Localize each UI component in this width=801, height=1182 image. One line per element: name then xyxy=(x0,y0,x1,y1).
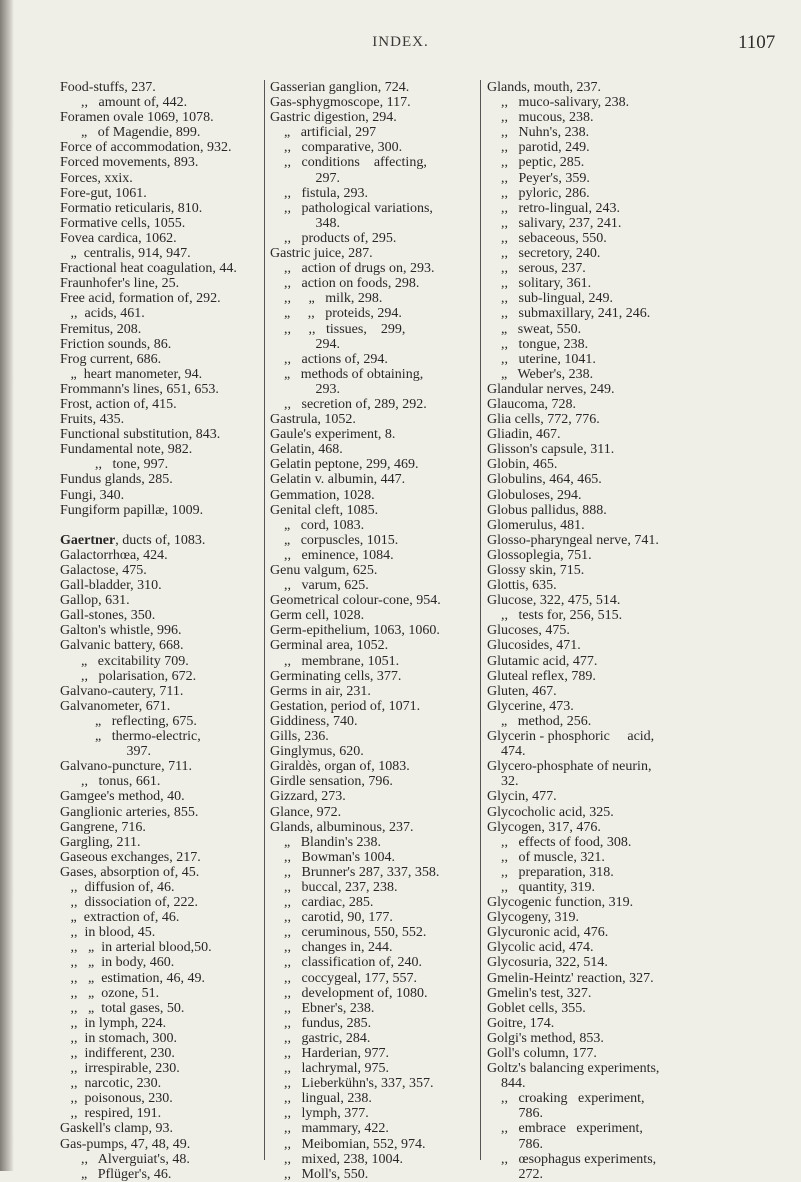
index-entry: Gas-pumps, 47, 48, 49. xyxy=(60,1136,191,1152)
index-entry: Gastric digestion, 294. xyxy=(270,110,397,126)
index-entry: Gluteal reflex, 789. xyxy=(487,668,596,684)
index-entry: Galvano-cautery, 711. xyxy=(60,683,184,699)
index-entry: ,, of muscle, 321. xyxy=(487,849,605,865)
index-entry: ,, narcotic, 230. xyxy=(60,1076,162,1092)
index-entry: ,, respired, 191. xyxy=(60,1106,162,1122)
index-entry: Fore-gut, 1061. xyxy=(60,185,147,201)
index-entry: Glycerin - phosphoric acid, xyxy=(487,729,655,745)
index-entry: Glandular nerves, 249. xyxy=(487,381,615,397)
index-entry: ,, buccal, 237, 238. xyxy=(270,879,398,895)
index-entry: „ corpuscles, 1015. xyxy=(270,532,399,548)
index-entry: ,, serous, 237. xyxy=(487,261,586,277)
index-entry: ,, lachrymal, 975. xyxy=(270,1061,389,1077)
index-entry: Glossoplegia, 751. xyxy=(487,547,592,563)
index-entry: Glycosuria, 322, 514. xyxy=(487,955,608,971)
index-entry: Gallop, 631. xyxy=(60,593,130,609)
index-entry: „ centralis, 914, 947. xyxy=(60,246,191,262)
index-entry: Gaseous exchanges, 217. xyxy=(60,849,201,865)
index-entry: ,, solitary, 361. xyxy=(487,276,592,292)
index-entry: Fraunhofer's line, 25. xyxy=(60,276,180,292)
index-entry: ,, submaxillary, 241, 246. xyxy=(487,306,651,322)
index-entry: Gestation, period of, 1071. xyxy=(270,698,421,714)
index-entry: ,, peptic, 285. xyxy=(487,155,585,171)
index-entry: Giddiness, 740. xyxy=(270,713,358,729)
index-entry: Glutamic acid, 477. xyxy=(487,653,598,669)
index-entry: Forces, xxix. xyxy=(60,170,133,186)
index-entry: Fovea cardica, 1062. xyxy=(60,230,177,246)
index-entry: Gargling, 211. xyxy=(60,834,141,850)
index-entry: Girdle sensation, 796. xyxy=(270,774,393,790)
index-entry: „ Blandin's 238. xyxy=(270,834,382,850)
index-entry: Gelatin v. albumin, 447. xyxy=(270,472,406,488)
index-entry: „ excitability 709. xyxy=(60,653,189,669)
index-entry: Glomerulus, 481. xyxy=(487,517,585,533)
index-entry: Genital cleft, 1085. xyxy=(270,502,379,518)
index-entry: Glycogen, 317, 476. xyxy=(487,819,601,835)
index-entry: ,, Ebner's, 238. xyxy=(270,1000,375,1016)
index-entry: Force of accommodation, 932. xyxy=(60,140,232,156)
index-entry: ,, „ estimation, 46, 49. xyxy=(60,970,206,986)
index-entry: Glycogeny, 319. xyxy=(487,910,580,926)
index-entry: ,, sub-lingual, 249. xyxy=(487,291,613,307)
index-entry: ,, acids, 461. xyxy=(60,306,145,322)
index-entry: 786. xyxy=(487,1136,543,1152)
index-entry: Glucosides, 471. xyxy=(487,638,581,654)
index-entry: 786. xyxy=(487,1106,543,1122)
index-entry: ,, comparative, 300. xyxy=(270,140,403,156)
index-entry: „ heart manometer, 94. xyxy=(60,366,203,382)
index-entry: Giraldès, organ of, 1083. xyxy=(270,759,410,775)
index-entry: Free acid, formation of, 292. xyxy=(60,291,221,307)
index-entry: ,, Nuhn's, 238. xyxy=(487,125,590,141)
index-entry: Fundamental note, 982. xyxy=(60,442,193,458)
book-spine-shadow xyxy=(0,0,14,1171)
index-entry: Golgi's method, 853. xyxy=(487,1030,604,1046)
index-entry: ,, mucous, 238. xyxy=(487,110,594,126)
index-entry: ,, secretory, 240. xyxy=(487,246,601,262)
index-entry: Gaule's experiment, 8. xyxy=(270,427,396,443)
index-entry: Gastric juice, 287. xyxy=(270,246,373,262)
index-entry: Glycin, 477. xyxy=(487,789,557,805)
index-entry: Goll's column, 177. xyxy=(487,1046,597,1061)
index-entry: Glaucoma, 728. xyxy=(487,396,577,412)
index-entry: Fungi, 340. xyxy=(60,487,125,503)
index-entry: Gall-bladder, 310. xyxy=(60,578,162,594)
index-entry: Glossy skin, 715. xyxy=(487,563,585,578)
index-entry: ,, action on foods, 298. xyxy=(270,276,420,292)
index-entry: Gmelin-Heintz' reaction, 327. xyxy=(487,970,654,986)
index-entry: Galactose, 475. xyxy=(60,563,147,578)
index-entry: ,, preparation, 318. xyxy=(487,864,614,880)
index-entry: Glosso-pharyngeal nerve, 741. xyxy=(487,532,659,548)
index-entry: Fundus glands, 285. xyxy=(60,472,173,488)
column-divider xyxy=(480,80,481,1160)
index-entry: Gangrene, 716. xyxy=(60,819,146,835)
index-entry: ,, carotid, 90, 177. xyxy=(270,910,393,926)
index-entry: ,, products of, 295. xyxy=(270,230,397,246)
index-entry: ,, tone, 997. xyxy=(60,457,169,473)
index-entry: ,, conditions affecting, xyxy=(270,155,427,171)
index-entry: Gaskell's clamp, 93. xyxy=(60,1121,173,1137)
index-entry: Functional substitution, 843. xyxy=(60,427,221,443)
index-entry: ,, salivary, 237, 241. xyxy=(487,215,622,231)
index-entry: Glia cells, 772, 776. xyxy=(487,412,600,428)
index-entry: Formatio reticularis, 810. xyxy=(60,200,203,216)
index-entry: „ Pflüger's, 46. xyxy=(60,1166,172,1182)
index-column-right xyxy=(487,80,757,1182)
index-entry: Germs in air, 231. xyxy=(270,683,371,699)
index-entry: ,, ,, tissues, 299, xyxy=(270,321,406,337)
index-entry: ,, gastric, 284. xyxy=(270,1030,371,1046)
index-entry: Glycuronic acid, 476. xyxy=(487,925,609,941)
index-entry: ,, tests for, 256, 515. xyxy=(487,608,623,624)
index-entry: ,, Brunner's 287, 337, 358. xyxy=(270,864,440,880)
index-entry: ,, changes in, 244. xyxy=(270,940,393,956)
index-entry: „ method, 256. xyxy=(487,713,592,729)
index-entry: „ cord, 1083. xyxy=(270,517,365,533)
index-entry: Food-stuffs, 237. xyxy=(60,80,156,95)
index-entry: 293. xyxy=(270,381,340,397)
index-entry: Glisson's capsule, 311. xyxy=(487,442,615,458)
index-entry: ,, sebaceous, 550. xyxy=(487,230,607,246)
index-entry: „ ,, proteids, 294. xyxy=(270,306,402,322)
index-entry: 32. xyxy=(487,774,519,790)
index-entry: ,, lingual, 238. xyxy=(270,1091,372,1107)
index-entry: Gluten, 467. xyxy=(487,683,557,699)
index-entry: ,, „ ozone, 51. xyxy=(60,985,160,1001)
index-entry: 474. xyxy=(487,744,526,760)
index-column-middle xyxy=(270,80,475,1182)
index-entry: ,, ceruminous, 550, 552. xyxy=(270,925,427,941)
index-entry: ,, diffusion of, 46. xyxy=(60,879,175,895)
index-entry: ,, tonus, 661. xyxy=(60,774,161,790)
index-entry: Gases, absorption of, 45. xyxy=(60,864,200,880)
index-entry: ,, pyloric, 286. xyxy=(487,185,590,201)
index-entry: ,, Bowman's 1004. xyxy=(270,849,396,865)
index-entry: ,, Moll's, 550. xyxy=(270,1166,369,1182)
index-entry: Friction sounds, 86. xyxy=(60,336,172,352)
index-entry: ,, quantity, 319. xyxy=(487,879,595,895)
index-entry: ,, varum, 625. xyxy=(270,578,369,594)
index-entry: Glycogenic function, 319. xyxy=(487,895,634,911)
index-entry: Ginglymus, 620. xyxy=(270,744,364,760)
index-entry: ,, croaking experiment, xyxy=(487,1091,645,1107)
index-entry: Frost, action of, 415. xyxy=(60,396,177,412)
index-column-left xyxy=(60,80,260,1182)
index-entry: Gall-stones, 350. xyxy=(60,608,156,624)
index-entry: ,, eminence, 1084. xyxy=(270,547,394,563)
index-entry: Glottis, 635. xyxy=(487,578,557,594)
index-entry: Germinal area, 1052. xyxy=(270,638,389,654)
index-entry: Forced movements, 893. xyxy=(60,155,199,171)
index-entry: 844. xyxy=(487,1076,526,1092)
index-entry: Fruits, 435. xyxy=(60,412,125,428)
index-entry: Goltz's balancing experiments, xyxy=(487,1061,660,1077)
index-entry: Gasserian ganglion, 724. xyxy=(270,80,410,95)
index-entry: ,, muco-salivary, 238. xyxy=(487,95,630,111)
index-entry: ,, membrane, 1051. xyxy=(270,653,400,669)
index-entry: Galvanic battery, 668. xyxy=(60,638,184,654)
index-entry: Glycocholic acid, 325. xyxy=(487,804,614,820)
index-entry: ,, dissociation of, 222. xyxy=(60,895,199,911)
index-entry: „ reflecting, 675. xyxy=(60,713,197,729)
index-entry: Frommann's lines, 651, 653. xyxy=(60,381,219,397)
index-entry: ,, mixed, 238, 1004. xyxy=(270,1151,403,1167)
index-entry: ,, Peyer's, 359. xyxy=(487,170,590,186)
index-entry: ,, coccygeal, 177, 557. xyxy=(270,970,417,986)
page-number: 1107 xyxy=(738,32,776,53)
index-entry: ,, secretion of, 289, 292. xyxy=(270,396,427,412)
index-entry: Geometrical colour-cone, 954. xyxy=(270,593,441,609)
index-entry: ,, parotid, 249. xyxy=(487,140,590,156)
index-entry: ,, actions of, 294. xyxy=(270,351,388,367)
index-entry: Glucose, 322, 475, 514. xyxy=(487,593,621,609)
index-entry: Goitre, 174. xyxy=(487,1015,555,1031)
index-entry: ,, pathological variations, xyxy=(270,200,433,216)
index-entry: Glycero-phosphate of neurin, xyxy=(487,759,652,775)
index-entry: Globus pallidus, 888. xyxy=(487,502,607,518)
index-entry: ,, in lymph, 224. xyxy=(60,1015,167,1031)
index-entry: Gelatin peptone, 299, 469. xyxy=(270,457,419,473)
index-entry: ,, irrespirable, 230. xyxy=(60,1061,180,1077)
index-entry: ,, poisonous, 230. xyxy=(60,1091,173,1107)
index-entry: Globin, 465. xyxy=(487,457,558,473)
index-entry: ,, fundus, 285. xyxy=(270,1015,372,1031)
index-entry: ,, uterine, 1041. xyxy=(487,351,596,367)
index-entry: Genu valgum, 625. xyxy=(270,563,378,578)
index-entry: „ methods of obtaining, xyxy=(270,366,424,382)
index-entry: Germinating cells, 377. xyxy=(270,668,402,684)
index-entry: Gelatin, 468. xyxy=(270,442,343,458)
index-entry: ,, action of drugs on, 293. xyxy=(270,261,435,277)
index-entry: Goblet cells, 355. xyxy=(487,1000,586,1016)
index-entry: ,, Lieberkühn's, 337, 357. xyxy=(270,1076,434,1092)
index-entry: Gizzard, 273. xyxy=(270,789,346,805)
index-entry: Glycerine, 473. xyxy=(487,698,574,714)
index-entry: „ Weber's, 238. xyxy=(487,366,594,382)
index-entry: ,, indifferent, 230. xyxy=(60,1046,175,1061)
index-entry: ,, fistula, 293. xyxy=(270,185,368,201)
index-entry: Glands, mouth, 237. xyxy=(487,80,601,95)
index-entry: Galvanometer, 671. xyxy=(60,698,171,714)
index-entry: ,, in blood, 45. xyxy=(60,925,156,941)
index-entry: ,, Harderian, 977. xyxy=(270,1046,389,1061)
index-entry: ,, embrace experiment, xyxy=(487,1121,643,1137)
index-entry: Gamgee's method, 40. xyxy=(60,789,185,805)
index-entry: ,, Meibomian, 552, 974. xyxy=(270,1136,426,1152)
index-entry: ,, development of, 1080. xyxy=(270,985,428,1001)
index-entry: Gastrula, 1052. xyxy=(270,412,356,428)
index-entry: Germ cell, 1028. xyxy=(270,608,365,624)
index-entry: Frog current, 686. xyxy=(60,351,162,367)
index-entry: ,, „ in arterial blood,50. xyxy=(60,940,212,956)
index-entry: ,, „ milk, 298. xyxy=(270,291,383,307)
index-entry: „ thermo-electric, xyxy=(60,729,201,745)
index-entry: Glance, 972. xyxy=(270,804,342,820)
index-entry: ,, cardiac, 285. xyxy=(270,895,374,911)
index-entry: Glands, albuminous, 237. xyxy=(270,819,414,835)
index-entry: ,, „ in body, 460. xyxy=(60,955,175,971)
index-entry: ,, „ total gases, 50. xyxy=(60,1000,185,1016)
index-entry: ,, tongue, 238. xyxy=(487,336,589,352)
index-entry: ,, retro-lingual, 243. xyxy=(487,200,620,216)
index-entry: ,, classification of, 240. xyxy=(270,955,423,971)
index-entry: ,, mammary, 422. xyxy=(270,1121,389,1137)
index-entry: Formative cells, 1055. xyxy=(60,215,186,231)
index-entry: Gemmation, 1028. xyxy=(270,487,375,503)
index-entry: Fungiform papillæ, 1009. xyxy=(60,502,204,518)
index-entry: ,, in stomach, 300. xyxy=(60,1030,178,1046)
index-entry: Gaertner, ducts of, 1083. xyxy=(60,532,206,548)
index-entry: Gliadin, 467. xyxy=(487,427,561,443)
index-entry: ,, effects of food, 308. xyxy=(487,834,632,850)
index-entry xyxy=(60,518,260,533)
index-entry: Fremitus, 208. xyxy=(60,321,142,337)
index-entry: „ sweat, 550. xyxy=(487,321,582,337)
index-entry: Fractional heat coagulation, 44. xyxy=(60,261,237,277)
index-entry: Galvano-puncture, 711. xyxy=(60,759,193,775)
index-entry: ,, lymph, 377. xyxy=(270,1106,369,1122)
index-entry: Glycolic acid, 474. xyxy=(487,940,594,956)
index-entry: „ artificial, 297 xyxy=(270,125,377,141)
index-entry: 272. xyxy=(487,1166,543,1182)
index-entry: Ganglionic arteries, 855. xyxy=(60,804,199,820)
column-divider xyxy=(264,80,265,1160)
index-entry: Glucoses, 475. xyxy=(487,623,570,639)
index-entry: 294. xyxy=(270,336,340,352)
index-entry: ,, œsophagus experiments, xyxy=(487,1151,657,1167)
index-entry: Gmelin's test, 327. xyxy=(487,985,592,1001)
index-entry: ,, amount of, 442. xyxy=(60,95,188,111)
index-entry: Galton's whistle, 996. xyxy=(60,623,182,639)
index-entry: Globulins, 464, 465. xyxy=(487,472,602,488)
index-entry: 348. xyxy=(270,215,340,231)
index-entry: ,, polarisation, 672. xyxy=(60,668,197,684)
index-entry: Germ-epithelium, 1063, 1060. xyxy=(270,623,440,639)
index-entry: Gills, 236. xyxy=(270,729,329,745)
index-entry: 397. xyxy=(60,744,151,760)
index-entry: Foramen ovale 1069, 1078. xyxy=(60,110,214,126)
index-entry: ,, Alverguiat's, 48. xyxy=(60,1151,190,1167)
running-header: INDEX. xyxy=(372,34,429,50)
index-entry: Gas-sphygmoscope, 117. xyxy=(270,95,411,111)
index-entry: „ of Magendie, 899. xyxy=(60,125,201,141)
index-entry: 297. xyxy=(270,170,340,186)
index-entry: Galactorrhœa, 424. xyxy=(60,547,168,563)
index-entry: „ extraction of, 46. xyxy=(60,910,180,926)
index-entry: Globuloses, 294. xyxy=(487,487,582,503)
